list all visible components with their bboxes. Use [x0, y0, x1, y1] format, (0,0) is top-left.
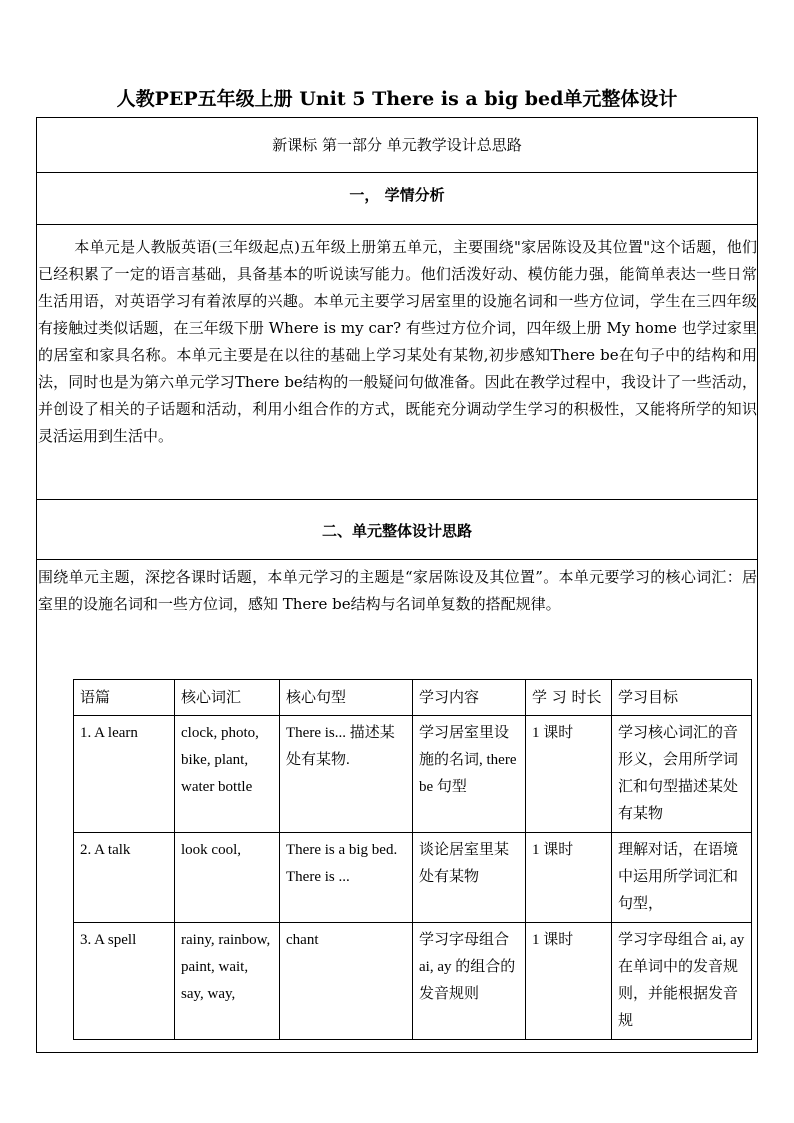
- divider: [37, 559, 757, 560]
- header-cell: 核心词汇: [175, 680, 280, 716]
- table-cell: look cool,: [175, 833, 280, 923]
- header-cell: 学 习 时长: [526, 680, 612, 716]
- part2-paragraph: [37, 564, 757, 618]
- document-title: 人教PEP五年级上册 Unit 5 There is a big bed单元整体设计: [116, 88, 678, 110]
- table-row: [74, 716, 752, 833]
- table-cell: chant: [280, 923, 413, 1040]
- part1-heading: 一， 学情分析: [349, 186, 445, 204]
- table-header-row: [74, 680, 752, 716]
- table-cell: 学习字母组合 ai, ay 的组合的发音规则: [413, 923, 526, 1040]
- table-cell: 2. A talk: [74, 833, 175, 923]
- table-cell: There is... 描述某处有某物.: [280, 716, 413, 833]
- table-row: [74, 923, 752, 1040]
- table-cell: clock, photo, bike, plant, water bottle: [175, 716, 280, 833]
- design-frame: [36, 117, 758, 1053]
- header-cell: 语篇: [74, 680, 175, 716]
- unit-design-table: [73, 679, 752, 1040]
- table-cell: 谈论居室里某处有某物: [413, 833, 526, 923]
- section-header: 新课标 第一部分 单元教学设计总思路: [272, 136, 522, 154]
- table-cell: 理解对话，在语境中运用所学词汇和句型，: [612, 833, 752, 923]
- part1-paragraph: [37, 234, 757, 450]
- table-cell: 学习字母组合 ai, ay 在单词中的发音规则，并能根据发音规: [612, 923, 752, 1040]
- table-row: [74, 833, 752, 923]
- part2-heading: 二、单元整体设计思路: [321, 522, 472, 540]
- table-cell: 学习居室里设施的名词, there be 句型: [413, 716, 526, 833]
- table-cell: 学习核心词汇的音形义，会用所学词汇和句型描述某处有某物: [612, 716, 752, 833]
- header-cell: 学习目标: [612, 680, 752, 716]
- table-cell: rainy, rainbow, paint, wait, say, way,: [175, 923, 280, 1040]
- part2-text: 围绕单元主题，深挖各课时话题，本单元学习的主题是“家居陈设及其位置”。本单元要学习的核心词汇：居室里的设施名词和一些方位词，感知 There be结构与名词单复数的搭配规律。: [38, 568, 757, 613]
- table-cell: 1 课时: [526, 716, 612, 833]
- header-cell: 核心句型: [280, 680, 413, 716]
- header-cell: 学习内容: [413, 680, 526, 716]
- part1-text: 本单元是人教版英语(三年级起点)五年级上册第五单元，主要围绕"家居陈设及其位置"这个话题，他们已经积累了一定的语言基础，具备基本的听说读写能力。他们活泼好动、模仿能力强，能简单表达一些日常生活用语，对英语学习有着浓厚的兴趣。本单元主要学习居室里的设施名词和一些方位词，学生在三四年级有接触过类似话题，在三年级下册 Where is my car? 有些过方位介词，四年级上册 My home 也学过家里的居室和家具名称。本单元主要是在以往的基础上学习某处有某物,初步感知There be在句子中的结构和用法，同时也是为第六单元学习There be结构的一般疑问句做准备。因此在教学过程中，我设计了一些活动，并创设了相关的子话题和活动，利用小组合作的方式，既能充分调动学生学习的积极性，又能将所学的知识灵活运用到生活中。: [38, 238, 757, 445]
- table-cell: 1 课时: [526, 923, 612, 1040]
- table-cell: 1. A learn: [74, 716, 175, 833]
- table-cell: 1 课时: [526, 833, 612, 923]
- table-cell: 3. A spell: [74, 923, 175, 1040]
- divider: [37, 172, 757, 173]
- table-cell: There is a big bed. There is ...: [280, 833, 413, 923]
- divider: [37, 499, 757, 500]
- divider: [37, 224, 757, 225]
